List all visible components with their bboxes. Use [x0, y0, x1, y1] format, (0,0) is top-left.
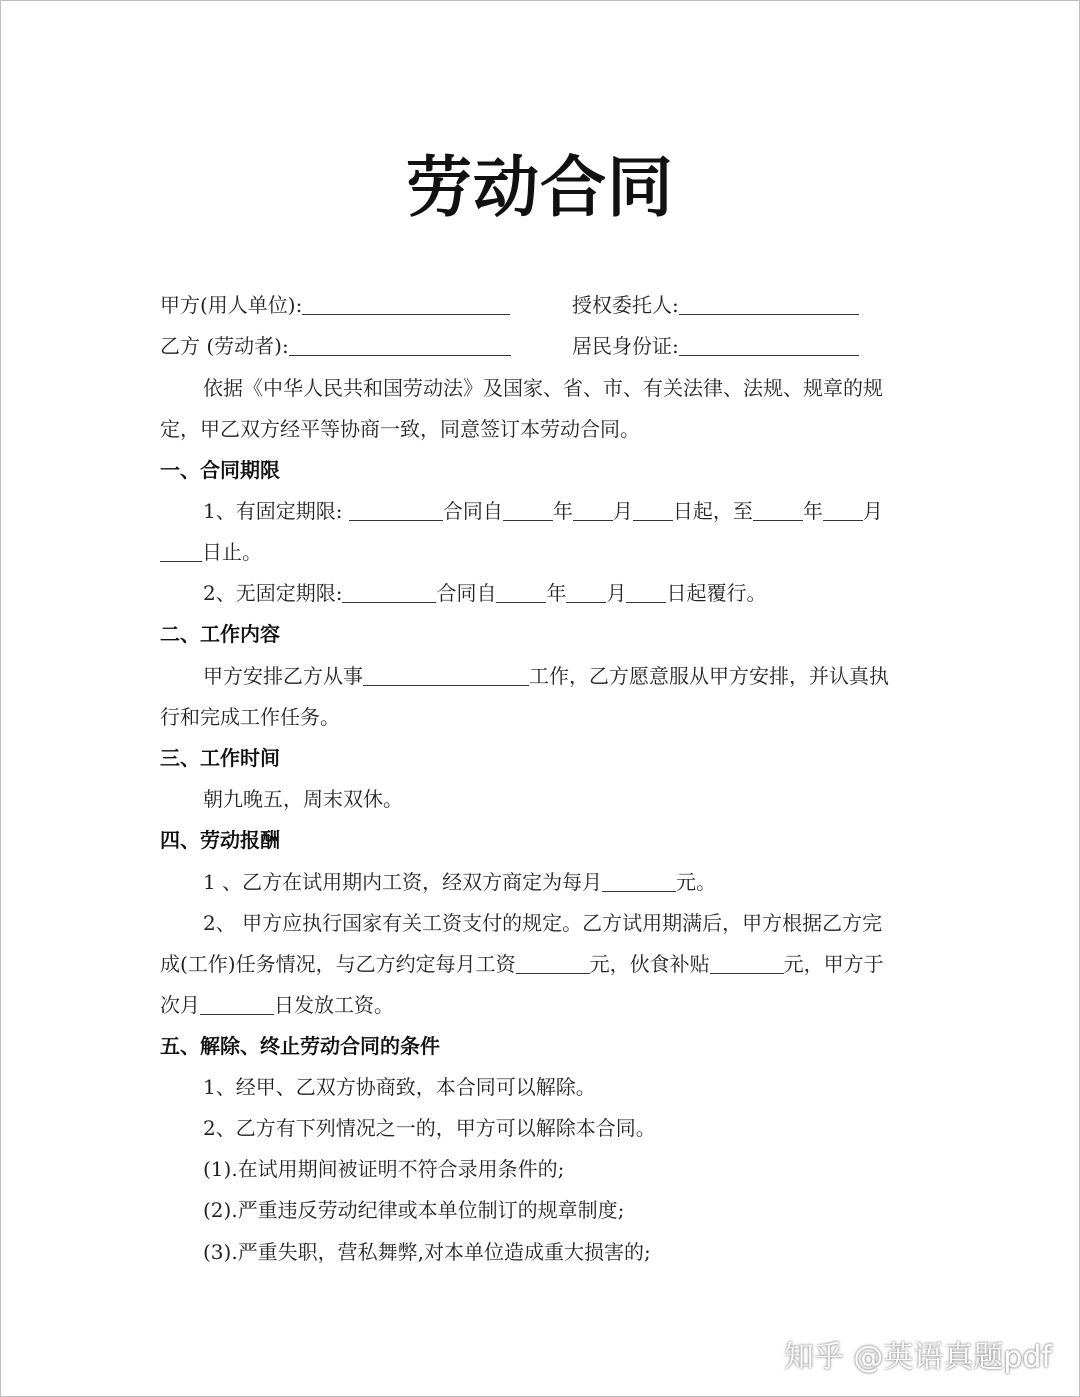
id-blank[interactable]: [679, 335, 859, 356]
s1-text: 日止。: [202, 540, 262, 564]
open-day-blank[interactable]: [626, 582, 666, 603]
s1-item-2-label: 2、无固定期限:: [203, 581, 343, 605]
s4-item-2-line-3: [160, 991, 394, 1019]
s1-text: 合同自: [442, 499, 503, 523]
s1-text: 年: [552, 499, 573, 523]
s1-text: 日起覆行。: [666, 581, 767, 605]
s4-item-1: [203, 868, 716, 896]
start-day-blank[interactable]: [633, 500, 673, 521]
s4-text: 日发放工资。: [274, 993, 394, 1017]
s1-text: 月: [612, 499, 633, 523]
party-b-blank[interactable]: [289, 335, 511, 356]
s2-text: 工作，乙方愿意服从甲方安排，并认真执: [529, 664, 889, 688]
end-year-blank[interactable]: [753, 500, 803, 521]
s2-line-1: [203, 662, 889, 690]
s2-text: 甲方安排乙方从事: [203, 664, 363, 688]
end-month-blank[interactable]: [823, 500, 863, 521]
party-a-blank[interactable]: [302, 294, 510, 315]
s4-item-2-line-1: 2、 甲方应执行国家有关工资支付的规定。乙方试用期满后，甲方根据乙方完: [203, 911, 883, 935]
party-a-row: [160, 291, 510, 319]
s1-text: 年: [546, 581, 567, 605]
s4-text: 元。: [676, 870, 717, 894]
agent-row: [572, 291, 859, 319]
start-month-blank[interactable]: [573, 500, 613, 521]
open-term-blank[interactable]: [342, 582, 436, 603]
s5-item-2: 2、乙方有下列情况之一的，甲方可以解除本合同。: [203, 1116, 656, 1140]
start-year-blank[interactable]: [503, 500, 553, 521]
meal-allowance-blank[interactable]: [710, 953, 784, 974]
party-b-label: 乙方 (劳动者):: [160, 334, 289, 358]
pay-day-blank[interactable]: [200, 994, 274, 1015]
section-2-heading: 二、工作内容: [160, 622, 280, 646]
s5-sub-3: (3).严重失职，营私舞弊,对本单位造成重大损害的;: [203, 1240, 651, 1264]
id-row: [572, 332, 859, 360]
agent-label: 授权委托人:: [572, 293, 679, 317]
s1-text: 月: [606, 581, 627, 605]
term-blank[interactable]: [349, 500, 443, 521]
s4-text: 次月: [160, 993, 200, 1017]
s2-line-2: 行和完成工作任务。: [160, 705, 340, 729]
monthly-wage-blank[interactable]: [516, 953, 590, 974]
s1-text: 年: [802, 499, 823, 523]
open-year-blank[interactable]: [496, 582, 546, 603]
s5-sub-2: (2).严重违反劳动纪律或本单位制订的规章制度;: [203, 1198, 625, 1222]
section-4-heading: 四、劳动报酬: [160, 828, 280, 852]
open-month-blank[interactable]: [566, 582, 606, 603]
party-b-row: [160, 332, 511, 360]
s4-text: 成(工作)任务情况，与乙方约定每月工资: [160, 952, 516, 976]
section-5-heading: 五、解除、终止劳动合同的条件: [160, 1034, 440, 1058]
section-3-heading: 三、工作时间: [160, 746, 280, 770]
s1-text: 日起，至: [672, 499, 753, 523]
s1-text: 合同自: [436, 581, 497, 605]
s4-item-2-line-2: [160, 950, 884, 978]
probation-wage-blank[interactable]: [602, 871, 676, 892]
job-blank[interactable]: [363, 665, 529, 686]
intro-line-1: 依据《中华人民共和国劳动法》及国家、省、市、有关法律、法规、规章的规: [203, 376, 883, 400]
intro-line-2: 定，甲乙双方经平等协商一致，同意签订本劳动合同。: [160, 417, 640, 441]
watermark: 知乎 @英语真题pdf: [783, 1340, 1052, 1375]
s4-text: 1 、乙方在试用期内工资，经双方商定为每月: [203, 870, 603, 894]
agent-blank[interactable]: [679, 294, 859, 315]
s1-item-1: [203, 497, 883, 525]
section-1-heading: 一、合同期限: [160, 458, 280, 482]
s4-text: 元，甲方于: [783, 952, 884, 976]
s4-text: 元，伙食补贴: [589, 952, 710, 976]
document-title: 劳动合同: [406, 149, 674, 226]
s1-item-1-end: [160, 538, 262, 566]
s3-text: 朝九晚五，周末双休。: [203, 787, 403, 811]
end-day-blank[interactable]: [160, 541, 202, 562]
s1-item-1-label: 1、有固定期限:: [203, 499, 343, 523]
s5-item-1: 1、经甲、乙双方协商致，本合同可以解除。: [203, 1075, 596, 1099]
party-a-label: 甲方(用人单位):: [160, 293, 303, 317]
s1-text: 月: [862, 499, 883, 523]
s1-item-2: [203, 579, 766, 607]
id-label: 居民身份证:: [572, 334, 679, 358]
s5-sub-1: (1).在试用期间被证明不符合录用条件的;: [203, 1157, 565, 1181]
